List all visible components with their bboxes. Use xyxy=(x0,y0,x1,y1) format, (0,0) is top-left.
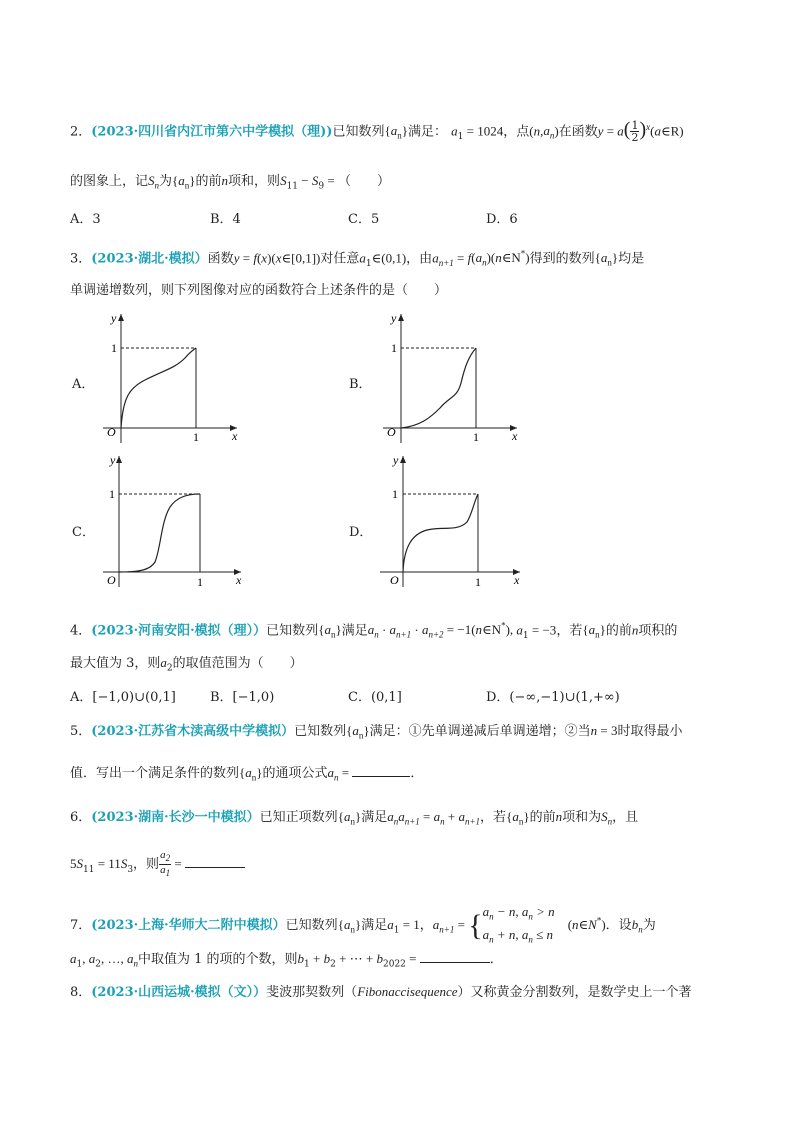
q2-line1: 2．(2023·四川省内江市第六中学模拟（理))已知数列$\{a_n\}$满足： $a_1 = 1024$，点$(n,a_n)$在函数y = a( $\frac{1}{2}$ )$^x$(a∈R) xyxy=(70,118,684,145)
q7-line2: $a_1$, $a_2$, …, $a_n$中取值为 1 的项的个数，则$b_1 + b_2$ + ⋯ + $b_{2022}$ = ． xyxy=(70,951,503,970)
q5-line2: 值．写出一个满足条件的数列$\{a_n\}$的通项公式$a_n$ = ． xyxy=(70,765,424,783)
q3-line1: 3．(2023·湖北·模拟）函数y = f(x)(x∈[0,1])对任意$a_1\in(0,1)$，由$a_{n+1}$ = $f(a_n)(n\in N^*)$得到的数列$\{a_n\}$均是 xyxy=(70,249,645,269)
q6-answer-blank[interactable] xyxy=(185,855,245,868)
graph-b-x-one: 1 xyxy=(473,430,479,444)
q4-line2: 最大值为 3，则$a_2$的取值范围为（ ） xyxy=(70,655,303,674)
graph-d-y-one: 1 xyxy=(392,487,398,501)
graph-a-x-label: x xyxy=(232,429,238,443)
graph-c-origin: O xyxy=(107,573,116,587)
q4-line1: 4．(2023·河南安阳·模拟（理））已知数列$\{a_n\}$满足$a_n \cdot a_{n+1} \cdot a_{n+2}$ = −1(n∈N*), $a_1 = -3$，若$\{a_n\}$的前n项积的 xyxy=(70,621,678,641)
graph-a xyxy=(95,308,245,446)
graph-b-x-label: x xyxy=(512,429,518,443)
q2-option-c: C．5 xyxy=(348,212,380,227)
q2-option-d: D．6 xyxy=(486,212,518,227)
q3-line2: 单调递增数列，则下列图像对应的函数符合上述条件的是（ ） xyxy=(70,283,448,298)
q5-line1: 5．(2023·江苏省木渎高级中学模拟）已知数列$\{a_n\}$满足：①先单调递减后单调递增；②当n = 3时取得最小 xyxy=(70,723,683,741)
q8-source: (2023·山西运城·模拟（文）） xyxy=(91,985,267,1000)
graph-a-y-one: 1 xyxy=(111,341,117,355)
q2-option-b: B．4 xyxy=(210,212,241,227)
q2-option-a: A．3 xyxy=(70,212,101,227)
graph-d-y-label: y xyxy=(393,453,399,467)
q4-option-a: A．[−1,0)∪(0,1] xyxy=(70,690,176,705)
q5-answer-blank[interactable] xyxy=(352,764,410,777)
graph-a-label: A． xyxy=(72,377,95,392)
graph-c-y-label: y xyxy=(110,453,116,467)
graph-c-y-one: 1 xyxy=(109,487,115,501)
graph-b-label: B． xyxy=(349,377,372,392)
graph-b-y-one: 1 xyxy=(391,341,397,355)
graph-b-origin: O xyxy=(387,425,396,439)
q4-option-b: B．[−1,0) xyxy=(210,690,275,705)
q6-source: (2023·湖南·长沙一中模拟） xyxy=(91,810,260,825)
graph-d-label: D． xyxy=(349,525,373,540)
graph-b-y-label: y xyxy=(391,311,397,325)
q3-source: (2023·湖北·模拟） xyxy=(91,251,208,267)
graph-c xyxy=(95,452,245,590)
q6-line1: 6．(2023·湖南·长沙一中模拟）已知正项数列$\{a_n\}$满足$a_na_{n+1} = a_n + a_{n+1}$，若$\{a_n\}$的前n项和为$S_n$，且 xyxy=(70,809,639,827)
graph-d-origin: O xyxy=(390,573,399,587)
graph-b xyxy=(375,308,525,446)
graph-d-x-label: x xyxy=(514,573,520,587)
q4-source: (2023·河南安阳·模拟（理）） xyxy=(91,623,267,639)
graph-a-origin: O xyxy=(107,425,116,439)
q2-line2: 的图象上，记$S_n$为$\{a_n\}$的前n项和，则$S_{11} - S_9$ = （ ） xyxy=(70,173,390,192)
graph-a-y-label: y xyxy=(111,311,117,325)
q7-source: (2023·上海·华师大二附中模拟） xyxy=(91,918,286,934)
q6-line2: $5S_{11} = 11S_3$，则 $\frac{a_2}{a_1}$ = xyxy=(70,850,245,879)
q7-line1: 7．(2023·上海·华师大二附中模拟）已知数列$\{a_n\}$满足$a_1 = 1$，$a_{n+1}$ = { $a_n - n$, $a_n > n$ $a_n + n$, $a_n \le n$ (n∈N*)．设$b_n$为 xyxy=(70,904,656,945)
q7-answer-blank[interactable] xyxy=(420,950,490,963)
q2-source: (2023·四川省内江市第六中学模拟（理)) xyxy=(91,124,333,140)
graph-c-label: C． xyxy=(72,525,95,540)
graph-d xyxy=(372,452,524,590)
q4-option-d: D．(−∞,−1)∪(1,+∞) xyxy=(486,690,620,705)
q8-line1: 8．(2023·山西运城·模拟（文））斐波那契数列（Fibonaccisequence）又称黄金分割数列，是数学史上一个著 xyxy=(70,984,692,1000)
q4-option-c: C．(0,1] xyxy=(348,690,402,705)
q5-source: (2023·江苏省木渎高级中学模拟） xyxy=(91,724,295,739)
graph-c-x-label: x xyxy=(236,573,242,587)
graph-a-x-one: 1 xyxy=(193,430,199,444)
graph-d-x-one: 1 xyxy=(475,575,481,589)
graph-c-x-one: 1 xyxy=(197,575,203,589)
